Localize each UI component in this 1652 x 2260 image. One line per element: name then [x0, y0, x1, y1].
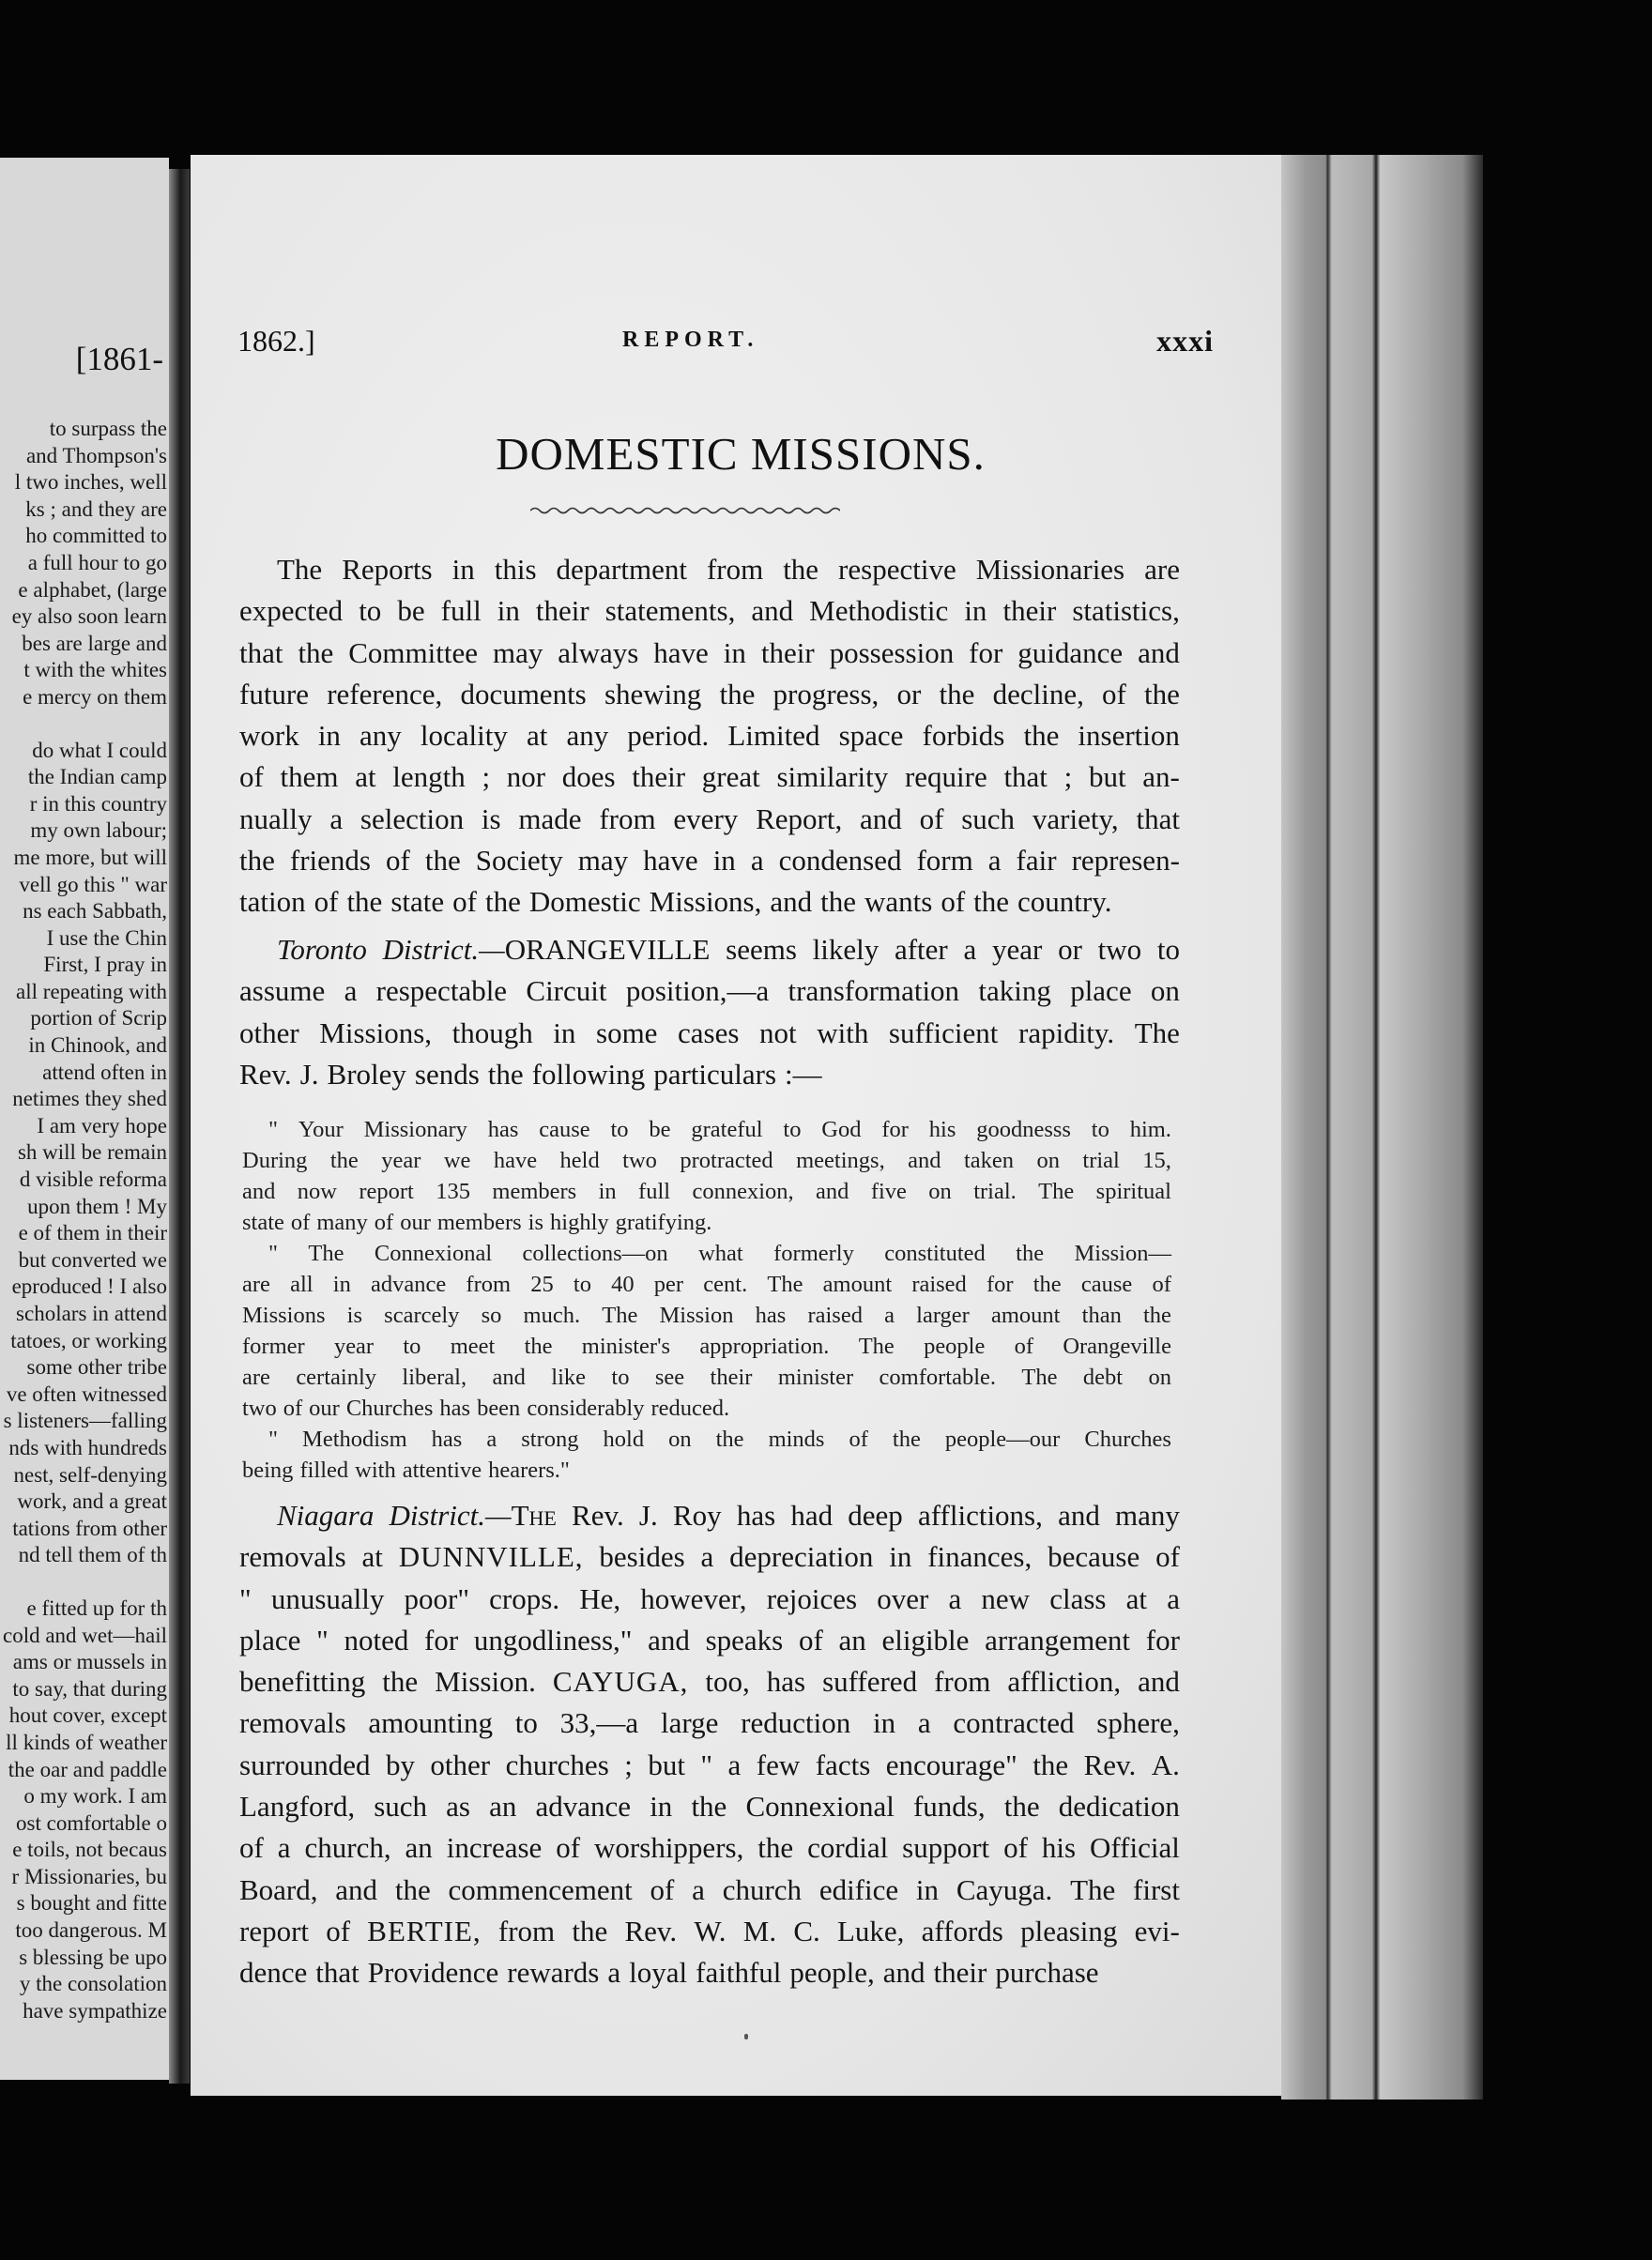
previous-page-line: to say, that during: [12, 1676, 167, 1701]
previous-page-line: o my work. I am: [23, 1784, 167, 1809]
previous-page-line: s bought and fitte: [16, 1891, 167, 1916]
text-line: dence that Providence rewards a loyal faithful people, and their purchase: [239, 1956, 1099, 1990]
previous-page-line: ams or mussels in: [12, 1650, 167, 1674]
previous-page-line: r Missionaries, bu: [11, 1864, 167, 1888]
previous-page-line: netimes they shed: [12, 1087, 167, 1111]
text-line: assume a respectable Circuit position,—a transformation taking place on: [239, 974, 1180, 1008]
previous-page-line: hout cover, except: [8, 1703, 167, 1728]
previous-page-text: [0, 416, 167, 2024]
niagara-district-paragraph: [239, 1495, 1180, 1994]
previous-page-line: ll kinds of weather: [6, 1730, 167, 1754]
previous-page-line: some other tribe: [26, 1355, 167, 1380]
previous-page-line: eproduced ! I also: [11, 1275, 167, 1299]
text-line: other Missions, though in some cases not with sufficient rapidity. The: [239, 1015, 1180, 1049]
text-line: Langford, such as an advance in the Connexional funds, the dedication: [239, 1790, 1180, 1824]
previous-page-line: e fitted up for th: [26, 1596, 167, 1620]
page-edges: [1281, 155, 1483, 2100]
text-line: of them at length ; nor does their great similarity require that ; but an-: [239, 760, 1180, 794]
previous-page-line: e toils, not becaus: [12, 1838, 167, 1862]
book-page: [191, 155, 1291, 2096]
previous-page-line: ho committed to: [25, 524, 167, 548]
previous-page-line: a full hour to go: [27, 550, 167, 574]
intro-paragraph: [239, 549, 1180, 924]
quote-line: state of many of our members is highly gratifying.: [242, 1210, 712, 1235]
section-title: DOMESTIC MISSIONS.: [496, 428, 986, 480]
text-line: work in any locality at any period. Limited space forbids the insertion: [239, 719, 1180, 753]
quote-line: During the year we have held two protracted meetings, and taken on trial 15,: [242, 1148, 1171, 1173]
quote-line: former year to meet the minister's appropriation. The people of Orangeville: [242, 1334, 1171, 1359]
page-number: xxxi: [1156, 324, 1214, 358]
previous-page-line: nds with hundreds: [8, 1435, 167, 1459]
running-header: [237, 324, 1214, 371]
previous-page-line: tations from other: [12, 1516, 167, 1540]
text-line: future reference, documents shewing the progress, or the decline, of the: [239, 677, 1180, 710]
previous-page: [0, 158, 169, 2080]
previous-page-line: s blessing be upo: [19, 1945, 167, 1969]
text-line: Board, and the commencement of a church edifice in Cayuga. The first: [239, 1872, 1180, 1906]
quote-line: being filled with attentive hearers.": [242, 1458, 570, 1483]
quote-line: two of our Churches has been considerably reduced.: [242, 1396, 730, 1421]
text-line: of a church, an increase of worshippers, the cordial support of his Official: [239, 1831, 1180, 1865]
previous-page-line: r in this country: [29, 791, 167, 816]
previous-page-line: do what I could: [32, 738, 167, 762]
previous-page-line: vell go this " war: [19, 872, 167, 896]
previous-page-line: tatoes, or working: [10, 1328, 167, 1352]
previous-page-line: my own labour;: [30, 818, 167, 843]
broley-quotation: [242, 1114, 1171, 1486]
previous-page-line: d visible reforma: [19, 1168, 167, 1192]
previous-page-line: too dangerous. M: [15, 1918, 167, 1943]
previous-page-line: work, and a great: [17, 1489, 167, 1514]
previous-page-line: [0, 1569, 167, 1596]
previous-page-line: nd tell them of th: [18, 1543, 167, 1567]
text-line: Rev. J. Broley sends the following particulars :—: [239, 1057, 822, 1091]
quote-line: are certainly liberal, and like to see their minister comfortable. The debt on: [242, 1365, 1171, 1390]
previous-page-line: s listeners—falling: [3, 1409, 167, 1433]
title-ornament-rule: [530, 504, 840, 517]
previous-page-line: cold and wet—hail: [2, 1623, 167, 1647]
text-line: the friends of the Society may have in a condensed form a fair represen-: [239, 844, 1180, 878]
text-line: removals at DUNNVILLE, besides a depreciation in finances, because of: [239, 1540, 1180, 1574]
text-line: surrounded by other churches ; but " a few facts encourage" the Rev. A.: [239, 1748, 1180, 1781]
header-running-title: REPORT.: [622, 328, 759, 352]
previous-page-line: the Indian camp: [27, 765, 167, 789]
quote-line: are all in advance from 25 to 40 per cent. The amount raised for the cause of: [242, 1272, 1171, 1297]
text-line: tation of the state of the Domestic Missions, and the wants of the country.: [239, 885, 1112, 919]
previous-page-line: ve often witnessed: [6, 1382, 167, 1406]
book-gutter: [169, 169, 190, 2084]
toronto-district-paragraph: [239, 929, 1180, 1095]
text-line: Niagara District.—The Rev. J. Roy has had deep afflictions, and many: [277, 1499, 1180, 1532]
previous-page-line: e alphabet, (large: [18, 577, 167, 602]
previous-page-line: but converted we: [18, 1247, 167, 1272]
previous-page-line: ey also soon learn: [11, 604, 167, 629]
previous-page-header: [1861-: [75, 341, 163, 377]
quote-line: Missions is scarcely so much. The Mission has raised a larger amount than the: [242, 1303, 1171, 1328]
previous-page-line: y the consolation: [19, 1972, 167, 1996]
quote-line: " Your Missionary has cause to be grateful to God for his goodnesss to him.: [268, 1117, 1171, 1142]
previous-page-line: ks ; and they are: [25, 496, 167, 521]
quote-line: " Methodism has a strong hold on the minds of the people—our Churches: [268, 1427, 1171, 1452]
header-year: 1862.]: [237, 324, 315, 358]
quote-line: " The Connexional collections—on what formerly constituted the Mission—: [268, 1241, 1171, 1266]
quote-line: and now report 135 members in full connexion, and five on trial. The spiritual: [242, 1179, 1171, 1204]
previous-page-line: to surpass the: [49, 417, 167, 440]
previous-page-line: upon them ! My: [27, 1194, 167, 1218]
text-line: place " noted for ungodliness," and speaks of an eligible arrangement for: [239, 1623, 1180, 1657]
previous-page-line: e of them in their: [18, 1221, 167, 1245]
previous-page-line: attend often in: [42, 1060, 167, 1084]
previous-page-line: and Thompson's: [25, 443, 167, 467]
text-line: that the Committee may always have in their possession for guidance and: [239, 635, 1180, 669]
previous-page-line: ns each Sabbath,: [23, 899, 167, 924]
previous-page-line: [0, 711, 167, 738]
previous-page-line: all repeating with: [16, 979, 167, 1003]
previous-page-line: the oar and paddle: [8, 1757, 167, 1781]
ink-speck: [744, 2034, 748, 2039]
previous-page-line: l two inches, well: [14, 470, 167, 495]
previous-page-line: have sympathize: [23, 1998, 167, 2023]
text-line: expected to be full in their statements, and Methodistic in their statistics,: [239, 594, 1180, 628]
text-line: nually a selection is made from every Report, and of such variety, that: [239, 802, 1180, 835]
previous-page-line: bes are large and: [22, 631, 167, 655]
previous-page-line: scholars in attend: [16, 1302, 167, 1325]
text-line: report of BERTIE, from the Rev. W. M. C. Luke, affords pleasing evi-: [239, 1914, 1180, 1947]
previous-page-line: ost comfortable o: [16, 1810, 167, 1835]
previous-page-line: First, I pray in: [43, 953, 167, 977]
previous-page-line: nest, self-denying: [13, 1462, 167, 1487]
previous-page-line: I am very hope: [37, 1113, 167, 1138]
text-line: benefitting the Mission. CAYUGA, too, has suffered from affliction, and: [239, 1665, 1180, 1699]
previous-page-line: I use the Chin: [46, 925, 167, 950]
text-line: removals amounting to 33,—a large reduction in a contracted sphere,: [239, 1706, 1180, 1740]
text-line: The Reports in this department from the respective Missionaries are: [277, 553, 1180, 586]
text-line: " unusually poor" crops. He, however, rejoices over a new class at a: [239, 1581, 1180, 1615]
previous-page-line: sh will be remain: [17, 1140, 167, 1165]
previous-page-line: e mercy on them: [23, 684, 167, 709]
previous-page-line: me more, but will: [13, 845, 167, 869]
previous-page-line: in Chinook, and: [28, 1033, 167, 1058]
text-line: Toronto District.—ORANGEVILLE seems likely after a year or two to: [277, 933, 1180, 966]
previous-page-line: t with the whites: [23, 658, 167, 682]
previous-page-line: portion of Scrip: [30, 1006, 167, 1031]
